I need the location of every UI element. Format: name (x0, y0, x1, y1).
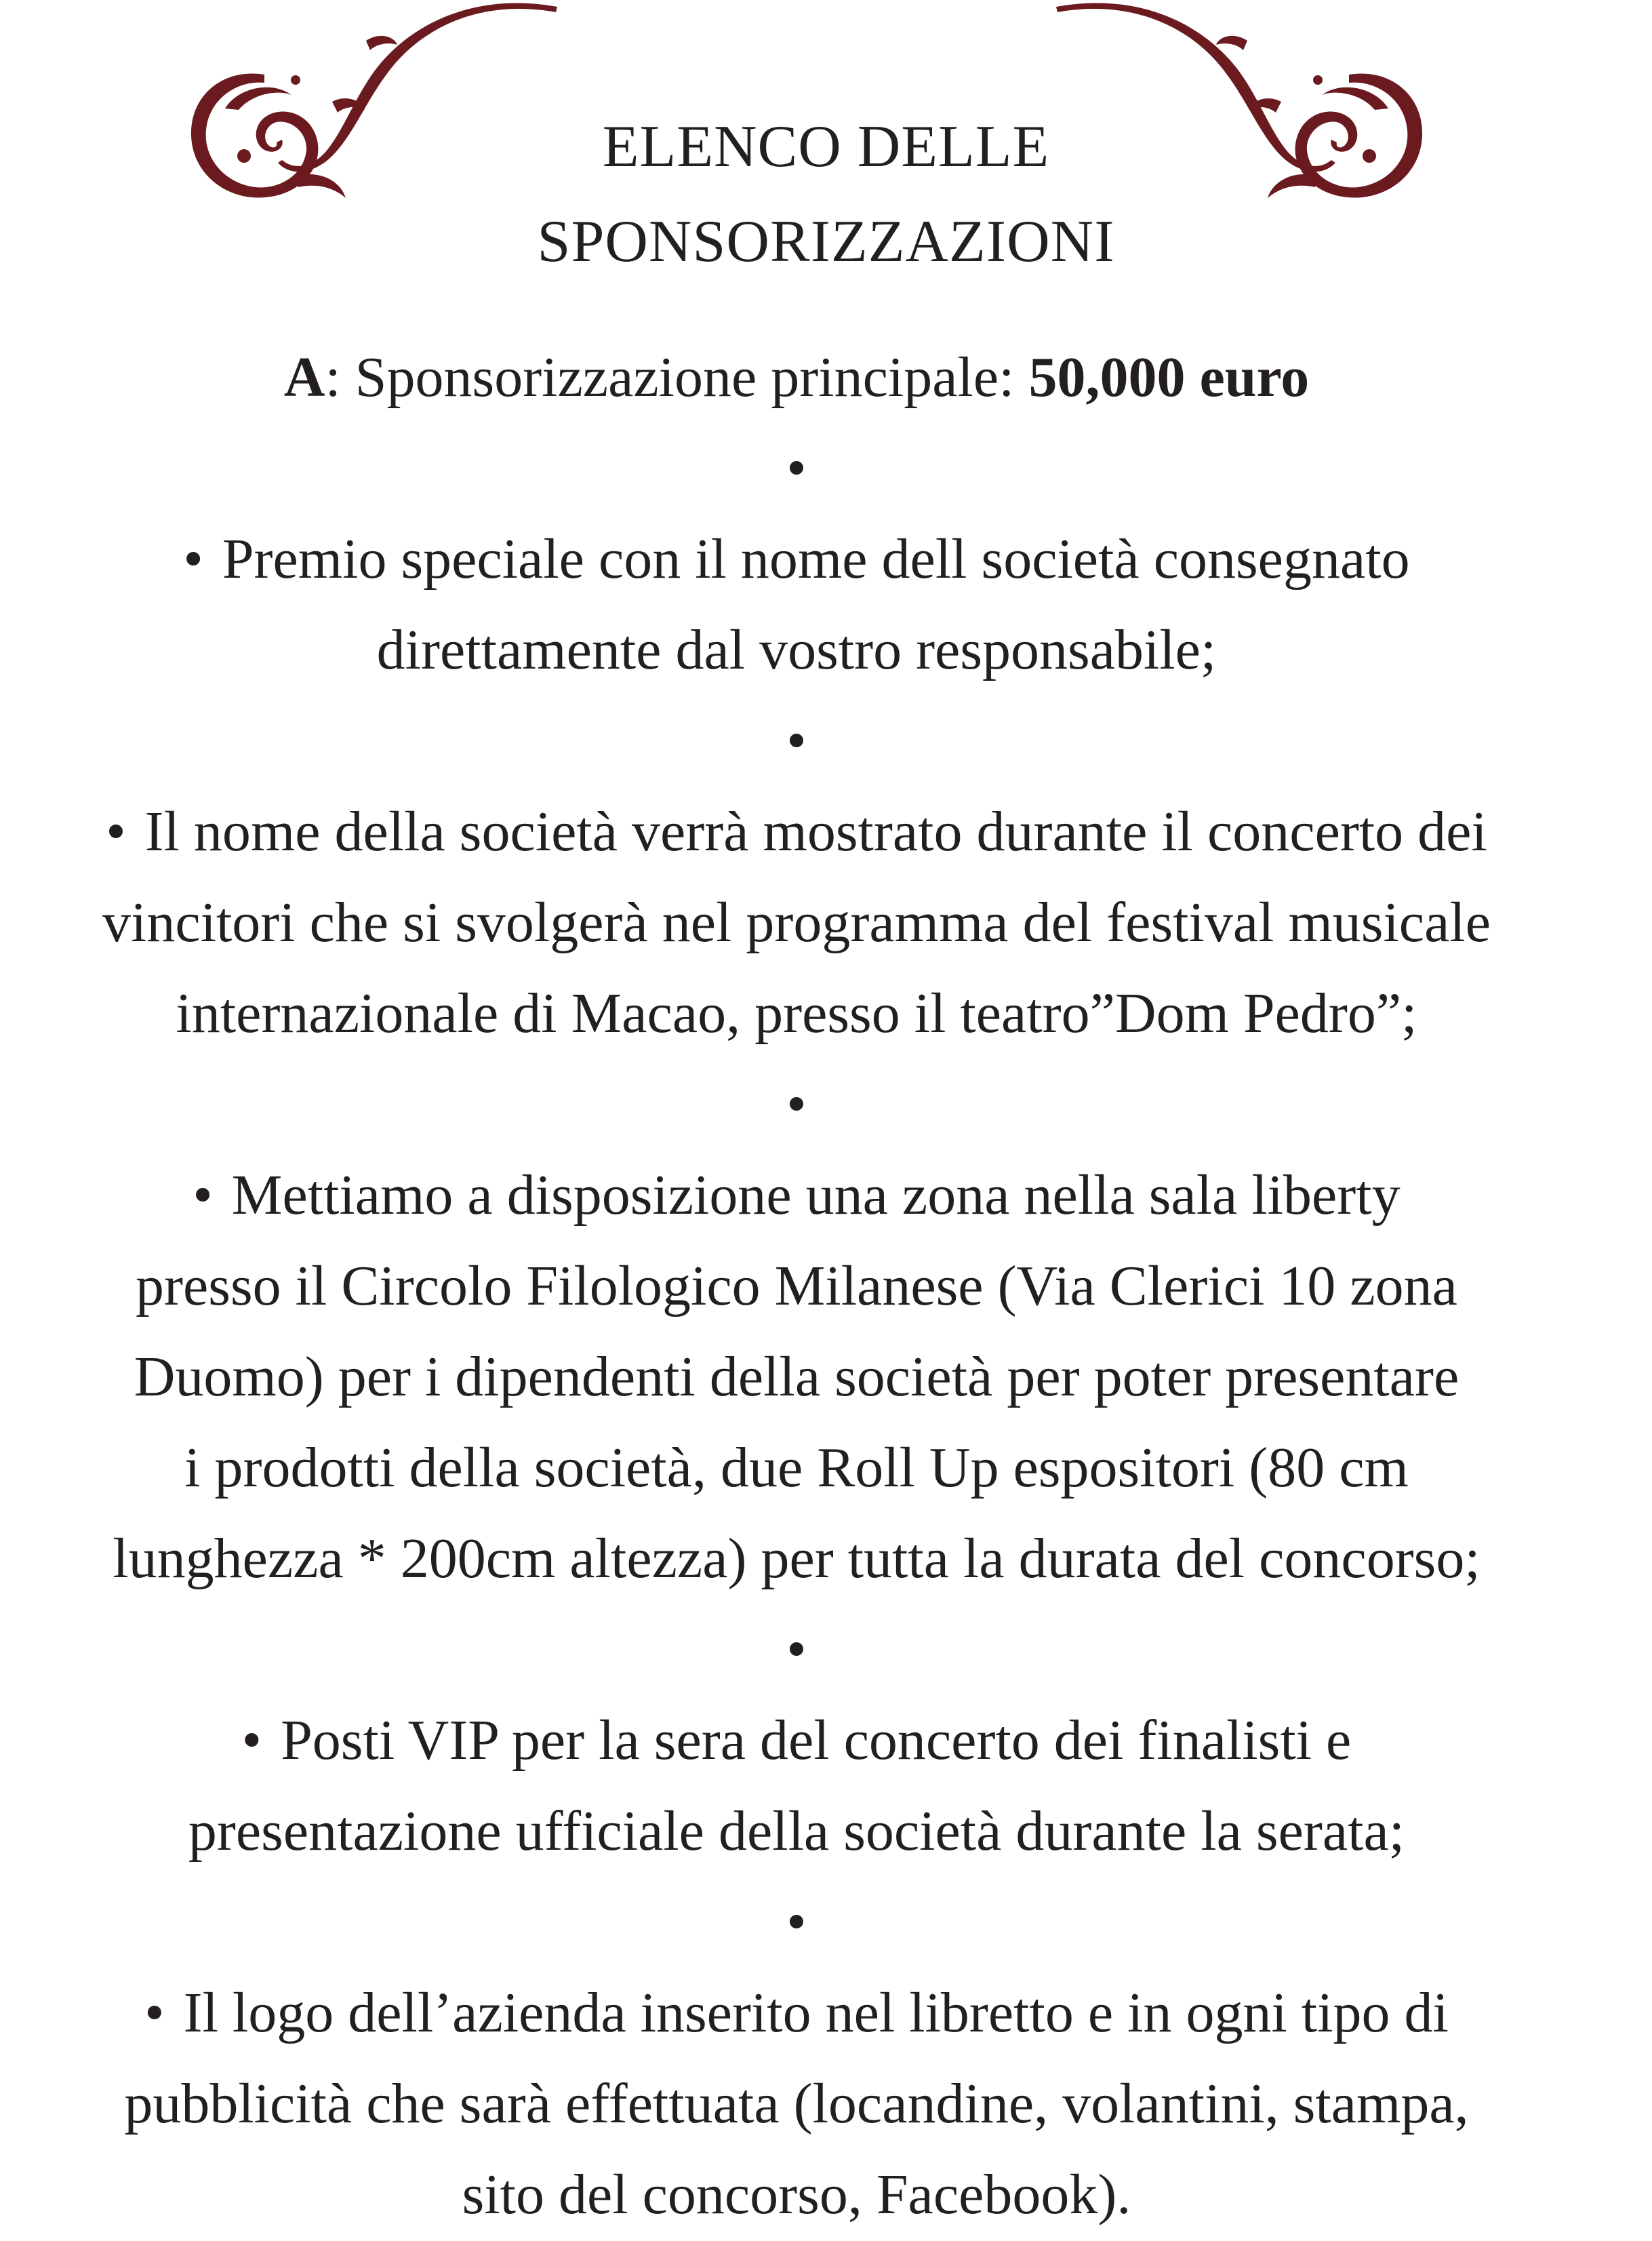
separator-bullet: • (786, 437, 807, 500)
bullet-icon: • (241, 1709, 262, 1772)
list-item-line: vincitori che si svolgerà nel programma del festival musicale (102, 891, 1491, 954)
list-item (27, 787, 1566, 1059)
list-item-line: lunghezza * 200cm altezza) per tutta la durata del concorso; (113, 1527, 1480, 1590)
bullet-icon: • (144, 1981, 165, 2044)
page-title-line-2: SPONSORIZZAZIONI (537, 208, 1115, 275)
list-item (27, 1695, 1566, 1877)
list-item-line: presso il Circolo Filologico Milanese (Via Clerici 10 zona (136, 1254, 1457, 1317)
bullet-icon: • (106, 800, 126, 863)
list-item-line: i prodotti della società, due Roll Up espositori (80 cm (184, 1436, 1409, 1499)
sponsorship-label: : Sponsorizzazione principale: (325, 346, 1029, 409)
list-item-line: direttamente dal vostro responsabile; (376, 618, 1217, 681)
sponsorship-amount: 50,000 euro (1028, 346, 1310, 409)
separator-bullet: • (786, 1618, 807, 1681)
list-item-line: • Posti VIP per la sera del concerto dei finalisti e (241, 1709, 1352, 1772)
bullet-icon: • (183, 528, 203, 591)
list-item (27, 1968, 1566, 2240)
list-item-line: • Il nome della società verrà mostrato durante il concerto dei (106, 800, 1487, 863)
page-title (0, 100, 1652, 290)
list-item-line: internazionale di Macao, presso il teatro”Dom Pedro”; (176, 982, 1417, 1045)
sponsorship-section (27, 332, 1566, 2240)
list-item-line: • Il logo dell’azienda inserito nel libretto e in ogni tipo di (144, 1981, 1449, 2044)
list-item-line: • Premio speciale con il nome dell società consegnato (183, 528, 1410, 591)
list-item (27, 514, 1566, 696)
list-item-line: presentazione ufficiale della società durante la serata; (188, 1800, 1405, 1863)
separator-bullet: • (786, 709, 807, 772)
list-item (27, 1150, 1566, 1604)
list-item-line: pubblicità che sarà effettuata (locandine, volantini, stampa, (124, 2072, 1469, 2135)
sponsorship-letter: A (283, 346, 325, 409)
separator-bullet: • (786, 1890, 807, 1954)
separator-bullet: • (786, 1073, 807, 1136)
list-item-line: sito del concorso, Facebook). (462, 2163, 1131, 2226)
page-title-line-1: ELENCO DELLE (602, 113, 1050, 180)
bullet-icon: • (193, 1164, 213, 1227)
sponsorship-heading (27, 332, 1566, 423)
list-item-line: Duomo) per i dipendenti della società per poter presentare (134, 1345, 1459, 1408)
list-item-line: • Mettiamo a disposizione una zona nella sala liberty (193, 1164, 1401, 1227)
